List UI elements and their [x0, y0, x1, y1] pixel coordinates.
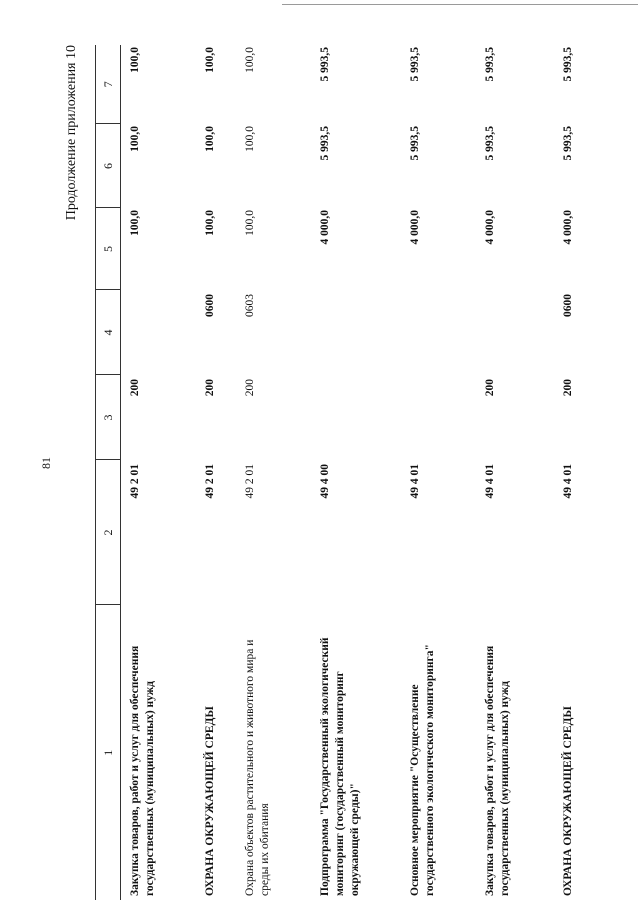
row-expense-type: [311, 375, 401, 460]
top-border-line: [282, 4, 638, 5]
column-header: 2: [96, 460, 121, 605]
row-value-6: 100,0: [129, 126, 141, 152]
page-number: 81: [39, 457, 53, 469]
row-target-code: 49 4 01: [561, 464, 574, 499]
row-target-code: 49 2 01: [203, 464, 216, 499]
row-name: Основное мероприятие "Осуществление государственного экологического мониторинга": [408, 644, 436, 896]
row-value-5: 4 000,0: [318, 210, 331, 245]
row-expense-type: 200: [203, 379, 216, 397]
row-value-7: 5 993,5: [408, 47, 421, 82]
column-header: 5: [96, 208, 121, 290]
row-name: ОХРАНА ОКРУЖАЮЩЕЙ СРЕДЫ: [561, 706, 574, 896]
column-header: 6: [96, 124, 121, 208]
row-section: [311, 290, 401, 375]
row-value-6: 5 993,5: [318, 126, 331, 161]
row-value-7: 5 993,5: [561, 47, 574, 82]
row-value-6: 5 993,5: [483, 126, 496, 161]
row-value-7: 100,0: [243, 47, 256, 73]
row-value-5: 4 000,0: [483, 210, 496, 245]
row-section: [121, 290, 196, 375]
row-section: 0600: [203, 294, 216, 317]
row-section: [401, 290, 476, 375]
row-target-code: 49 4 01: [483, 464, 496, 499]
row-value-5: 4 000,0: [408, 210, 421, 245]
table-row: [401, 45, 476, 900]
row-target-code: 49 2 01: [243, 464, 256, 499]
row-name: Охрана объектов растительного и животного мира и среды их обитания: [243, 639, 271, 896]
row-value-5: 4 000,0: [561, 210, 574, 245]
table-row: [236, 45, 311, 900]
row-expense-type: 200: [561, 379, 574, 397]
row-name: Закупка товаров, работ и услуг для обеспечения государственных (муниципальных) нужд: [483, 645, 511, 896]
row-value-7: 5 993,5: [318, 47, 331, 82]
row-value-7: 100,0: [203, 47, 216, 73]
row-section: 0603: [243, 294, 256, 317]
row-value-7: 100,0: [129, 47, 141, 73]
column-header: 1: [96, 605, 121, 900]
table-row: [196, 45, 236, 900]
row-expense-type: 200: [243, 379, 256, 397]
appendix-heading: Продолжение приложения 10: [64, 45, 79, 221]
column-header: 3: [96, 375, 121, 460]
row-value-6: 5 993,5: [408, 126, 421, 161]
row-value-5: 100,0: [203, 210, 216, 236]
row-value-5: 100,0: [129, 210, 141, 236]
row-name: Закупка товаров, работ и услуг для обеспечения государственных (муниципальных) нужд: [129, 645, 156, 896]
column-header: 4: [96, 290, 121, 375]
row-name: ОХРАНА ОКРУЖАЮЩЕЙ СРЕДЫ: [203, 706, 216, 896]
row-value-5: 100,0: [243, 210, 256, 236]
budget-table: [95, 45, 594, 900]
column-header: 7: [96, 45, 121, 124]
row-section: [476, 290, 554, 375]
row-value-7: 5 993,5: [483, 47, 496, 82]
row-expense-type: 200: [483, 379, 496, 397]
row-value-6: 5 993,5: [561, 126, 574, 161]
table-row: [554, 45, 594, 900]
row-value-6: 100,0: [203, 126, 216, 152]
row-target-code: 49 2 01: [129, 464, 141, 499]
row-section: 0600: [561, 294, 574, 317]
row-expense-type: 200: [129, 379, 141, 397]
rotated-content: [64, 45, 605, 900]
row-target-code: 49 4 00: [318, 464, 331, 499]
row-name: Подпрограмма "Государственный экологический мониторинг (государственный мониторинг окружающей среды)": [318, 637, 361, 896]
table-row: [476, 45, 554, 900]
row-target-code: 49 4 01: [408, 464, 421, 499]
table-row: [121, 45, 196, 900]
row-expense-type: [401, 375, 476, 460]
row-value-6: 100,0: [243, 126, 256, 152]
table-header-row: [96, 45, 121, 900]
table-row: [311, 45, 401, 900]
